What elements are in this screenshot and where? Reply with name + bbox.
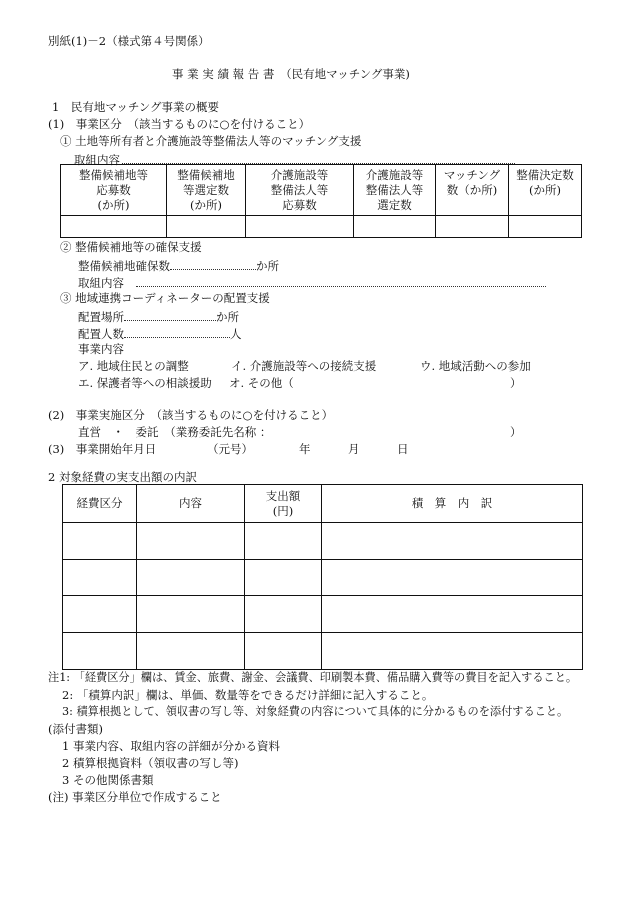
matching-header-applicant-sites: 整備候補地等 応募数 (か所): [61, 165, 167, 216]
expense-cell[interactable]: [63, 560, 137, 596]
expense-header-shishutsu: 支出額 (円): [245, 485, 322, 523]
subitem-3-label: ③ 地域連携コーディネーターの配置支援: [60, 291, 270, 305]
expense-header-kubun: 経費区分: [63, 485, 137, 523]
ninzu-row: 配置人数 人: [78, 327, 242, 341]
option-e[interactable]: エ. 保護者等への相談援助: [78, 376, 212, 390]
basho-row: 配置場所 か所: [78, 310, 239, 324]
matching-header-selected-sites: 整備候補地 等選定数 (か所): [167, 165, 246, 216]
subitem-2-label: ② 整備候補地等の確保支援: [60, 240, 202, 254]
option-a[interactable]: ア. 地域住民との調整: [78, 359, 189, 373]
day-label: 日: [397, 442, 409, 456]
jigyo-naiyo-label: 事業内容: [78, 342, 124, 356]
expense-cell[interactable]: [322, 523, 583, 560]
option-o-close: ）: [510, 376, 522, 390]
attachment-2: 2 積算根拠資料（領収書の写し等): [62, 756, 239, 770]
expense-header-naiyo: 内容: [137, 485, 245, 523]
option-i[interactable]: イ. 介護施設等への接続支援: [231, 359, 377, 373]
note-2: 2: 「積算内訳」欄は、単価、数量等をできるだけ詳細に記入すること。: [62, 688, 434, 702]
matching-header-matches: マッチング 数（か所): [436, 165, 509, 216]
matching-cell[interactable]: [436, 216, 509, 238]
item-1-label: (1) 事業区分 （該当するものに○を付けること）: [48, 117, 311, 131]
year-label: 年: [299, 442, 311, 456]
matching-cell[interactable]: [354, 216, 436, 238]
expense-cell[interactable]: [322, 633, 583, 670]
attachment-3: 3 その他関係書類: [62, 773, 154, 787]
expense-cell[interactable]: [63, 633, 137, 670]
section-2-heading: 2 対象経費の実支出額の内訳: [48, 470, 197, 484]
section-1-heading: 1 民有地マッチング事業の概要: [52, 100, 220, 114]
expense-cell[interactable]: [137, 633, 245, 670]
gengo-label: （元号）: [207, 442, 253, 456]
torikumi-field-2[interactable]: [136, 274, 546, 287]
matching-header-selected-corps: 介護施設等 整備法人等 選定数: [354, 165, 436, 216]
item-2-close: ）: [510, 425, 522, 439]
expense-cell[interactable]: [245, 596, 322, 633]
torikumi-label-1: 取組内容: [74, 151, 515, 167]
expense-cell[interactable]: [245, 633, 322, 670]
matching-cell[interactable]: [246, 216, 354, 238]
attachment-1: 1 事業内容、取組内容の詳細が分かる資料: [62, 739, 280, 753]
torikumi-field-1[interactable]: [122, 151, 515, 164]
kakuho-row: 整備候補地確保数 か所: [78, 259, 279, 273]
note-3: 3: 積算根拠として、領収書の写し等、対象経費の内容について具体的に分かるものを添付すること。: [62, 705, 569, 718]
final-note: (注) 事業区分単位で作成すること: [48, 790, 222, 804]
basho-field[interactable]: [124, 308, 216, 321]
expense-cell[interactable]: [137, 523, 245, 560]
ninzu-field[interactable]: [124, 325, 230, 338]
matching-cell[interactable]: [509, 216, 582, 238]
matching-table: [60, 164, 582, 238]
expense-cell[interactable]: [322, 596, 583, 633]
note-1: 注1: 「経費区分」欄は、賃金、旅費、謝金、会議費、印刷製本費、備品購入費等の費目を記入すること。: [48, 671, 578, 684]
subitem-1-label: ① 土地等所有者と介護施設等整備法人等のマッチング支援: [60, 134, 362, 148]
item-2-label: (2) 事業実施区分 （該当するものに○を付けること）: [48, 408, 334, 422]
item-2-options[interactable]: 直営 ・ 委託 （業務委託先名称 ：: [78, 425, 272, 439]
expense-cell[interactable]: [63, 523, 137, 560]
torikumi-label-2: 取組内容: [78, 274, 546, 290]
document-reference: 別紙(1)－2（様式第４号関係）: [48, 34, 210, 48]
expense-cell[interactable]: [245, 560, 322, 596]
matching-cell[interactable]: [167, 216, 246, 238]
matching-header-decided: 整備決定数 (か所): [509, 165, 582, 216]
attachments-heading: (添付書類): [48, 722, 103, 736]
item-3-label: (3) 事業開始年月日: [48, 442, 157, 456]
matching-cell[interactable]: [61, 216, 167, 238]
document-title: 事 業 実 績 報 告 書 （民有地マッチング事業): [172, 67, 410, 81]
month-label: 月: [348, 442, 360, 456]
option-u[interactable]: ウ. 地域活動への参加: [420, 359, 531, 373]
matching-header-applicant-corps: 介護施設等 整備法人等 応募数: [246, 165, 354, 216]
expense-cell[interactable]: [245, 523, 322, 560]
expense-cell[interactable]: [137, 596, 245, 633]
option-o[interactable]: オ. その他（: [229, 376, 294, 390]
expense-cell[interactable]: [63, 596, 137, 633]
expense-header-sekisan: 積 算 内 訳: [322, 485, 583, 523]
expense-cell[interactable]: [137, 560, 245, 596]
expense-cell[interactable]: [322, 560, 583, 596]
expense-table: [62, 484, 583, 670]
kakuho-field[interactable]: [170, 257, 256, 270]
